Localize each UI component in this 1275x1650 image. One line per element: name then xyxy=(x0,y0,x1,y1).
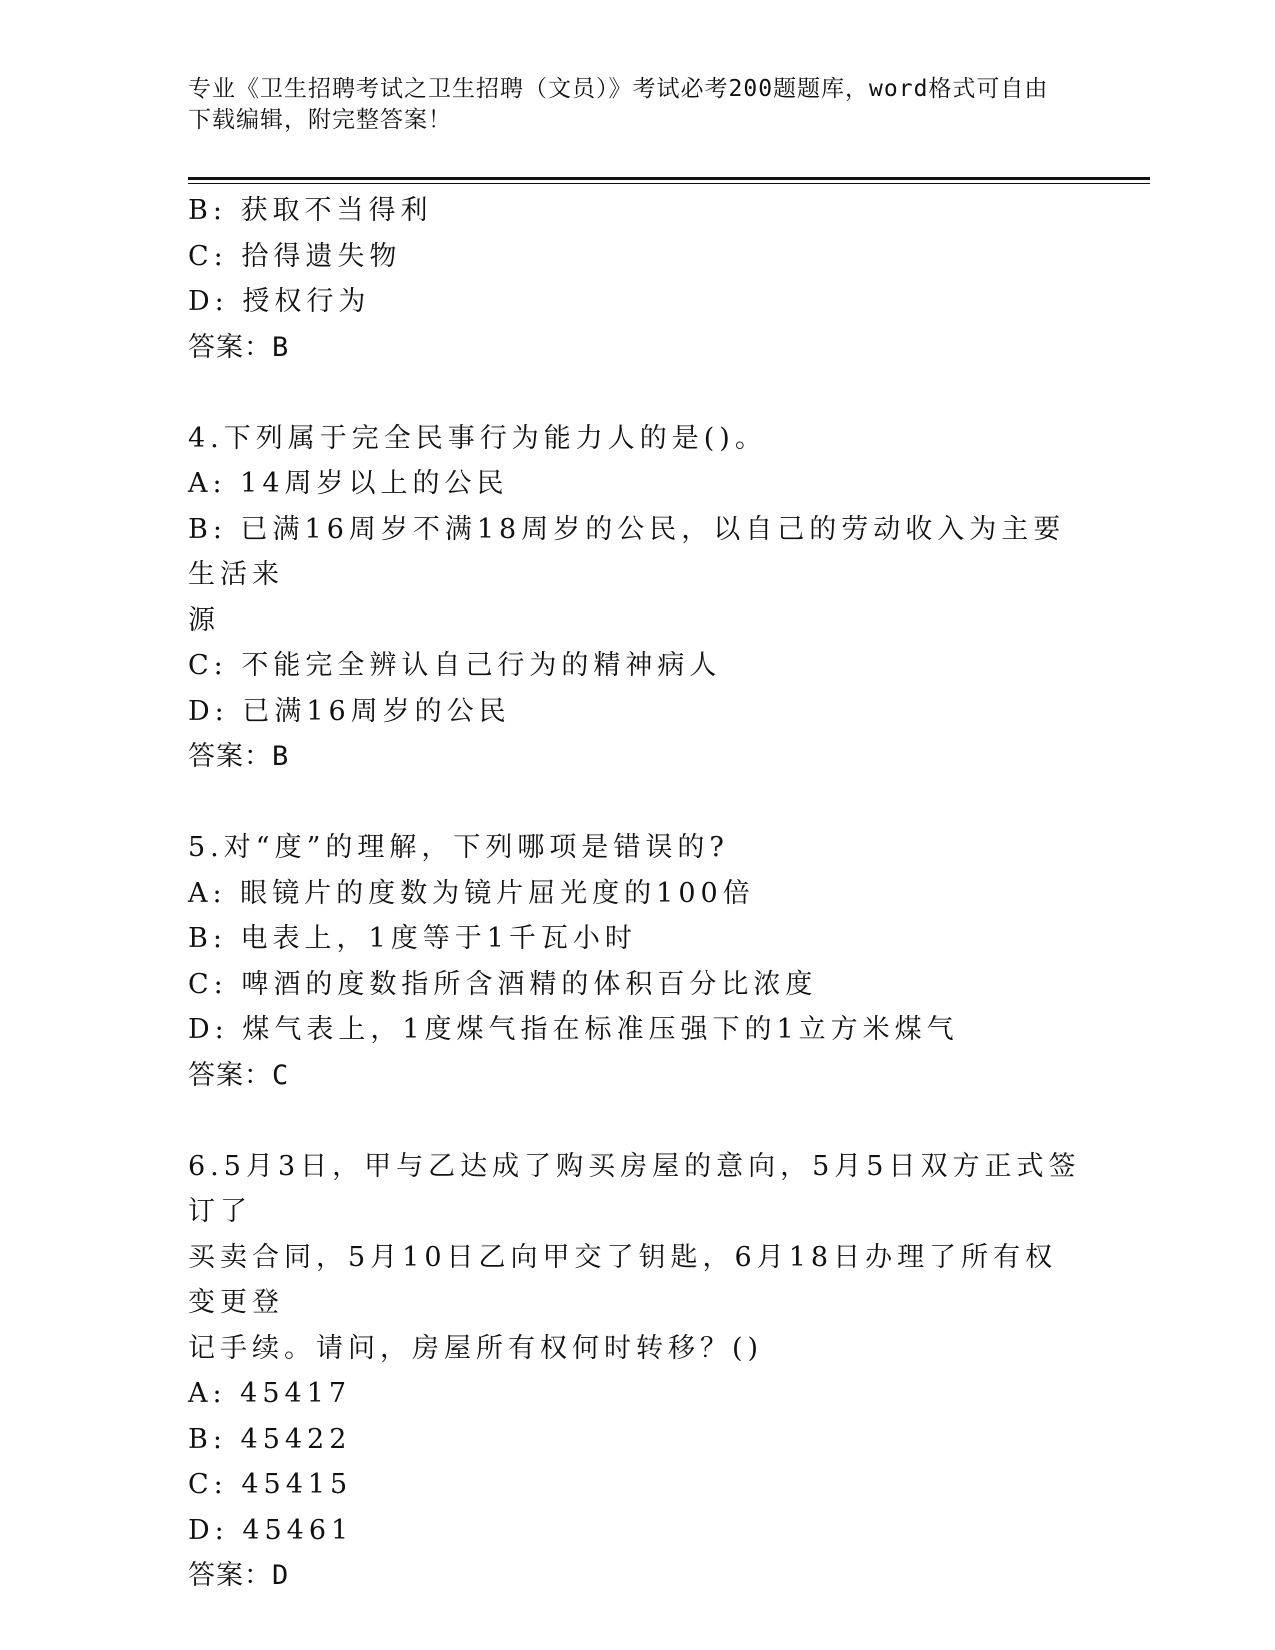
spacer xyxy=(188,1098,1088,1144)
document-header: 专业《卫生招聘考试之卫生招聘（文员）》考试必考200题题库，word格式可自由下载编辑，附完整答案！ xyxy=(188,76,1049,133)
question-5-option-c: C: 啤酒的度数指所含酒精的体积百分比浓度 xyxy=(188,968,818,1000)
question-3-option-b: B: 获取不当得利 xyxy=(188,195,433,226)
question-3-option-d: D: 授权行为 xyxy=(188,286,371,317)
question-6-option-d: D: 45461 xyxy=(188,1514,354,1546)
question-3-option-c: C: 拾得遗失物 xyxy=(188,240,402,272)
question-6-option-a: A: 45417 xyxy=(188,1378,352,1409)
header-divider-thin xyxy=(188,183,1150,184)
question-6 xyxy=(188,1144,1088,1599)
spacer xyxy=(188,370,1088,416)
question-4-option-c: C: 不能完全辨认自己行为的精神病人 xyxy=(188,650,722,681)
question-6-stem-line-2: 买卖合同，5月10日乙向甲交了钥匙，6月18日办理了所有权变更登 xyxy=(188,1241,1058,1318)
question-6-answer: 答案：D xyxy=(188,1560,290,1591)
spacer xyxy=(188,780,1088,826)
question-4-answer: 答案：B xyxy=(188,741,290,772)
question-3 xyxy=(188,188,1088,370)
question-list xyxy=(188,188,1088,1599)
question-4-option-b: B: 已满16周岁不满18周岁的公民，以自己的劳动收入为主要生活来 xyxy=(188,513,1066,590)
question-4-option-b-continued: 源 xyxy=(188,604,220,636)
question-3-answer: 答案：B xyxy=(188,331,290,363)
question-4-option-a: A: 14周岁以上的公民 xyxy=(188,468,509,499)
question-6-option-b: B: 45422 xyxy=(188,1423,352,1455)
question-5-stem: 5.对“度”的理解，下列哪项是错误的? xyxy=(188,832,729,863)
question-6-option-c: C: 45415 xyxy=(188,1469,353,1500)
question-4 xyxy=(188,416,1088,780)
question-5 xyxy=(188,825,1088,1098)
question-6-stem-line-1: 6.5月3日，甲与乙达成了购买房屋的意向，5月5日双方正式签订了 xyxy=(188,1150,1081,1227)
question-5-option-a: A: 眼镜片的度数为镜片屈光度的100倍 xyxy=(188,877,755,909)
question-5-option-d: D: 煤气表上，1度煤气指在标准压强下的1立方米煤气 xyxy=(188,1014,959,1045)
question-4-option-d: D: 已满16周岁的公民 xyxy=(188,695,511,727)
question-5-option-b: B: 电表上，1度等于1千瓦小时 xyxy=(188,923,637,954)
question-4-stem: 4.下列属于完全民事行为能力人的是()。 xyxy=(188,422,767,454)
question-6-stem-line-3: 记手续。请问，房屋所有权何时转移？() xyxy=(188,1332,764,1364)
header-divider-thick xyxy=(188,177,1150,180)
question-5-answer: 答案：C xyxy=(188,1059,290,1091)
